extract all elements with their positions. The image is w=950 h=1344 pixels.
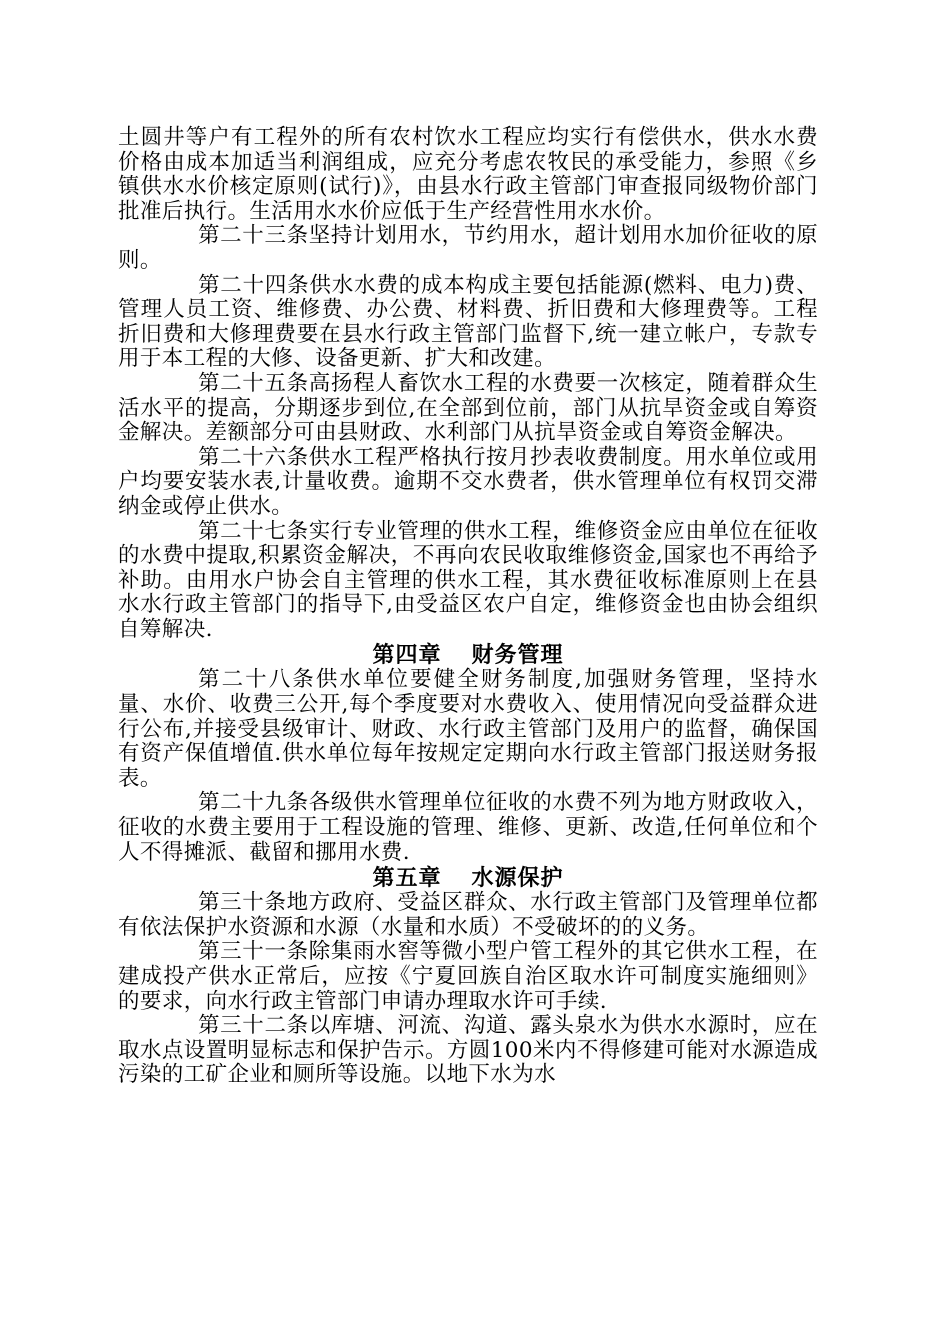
paragraph-continuation: 土圆井等户有工程外的所有农村饮水工程应均实行有偿供水，供水水费价格由成本加适当利润组成，应充分考虑农牧民的承受能力，参照《乡镇供水水价核定原则(试行)》，由县水行政主管部门审查报同级物价部门批准后执行。生活用水水价应低于生产经营性用水水价。 [118, 125, 818, 224]
chapter-4-heading [118, 642, 818, 668]
article-25: 第二十五条高扬程人畜饮水工程的水费要一次核定，随着群众生活水平的提高，分期逐步到位,在全部到位前，部门从抗旱资金或自筹资金解决。差额部分可由县财政、水利部门从抗旱资金或自筹资金解决。 [118, 370, 818, 446]
article-31: 第三十一条除集雨水窖等微小型户管工程外的其它供水工程，在建成投产供水正常后，应按《宁夏回族自治区取水许可制度实施细则》的要求，向水行政主管部门申请办理取水许可手续. [118, 939, 818, 1014]
article-28: 第二十八条供水单位要健全财务制度,加强财务管理，坚持水量、水价、收费三公开,每个季度要对水费收入、使用情况向受益群众进行公布,并接受县级审计、财政、水行政主管部门及用户的监督，确保国有资产保值增值.供水单位每年按规定定期向水行政主管部门报送财务报表。 [118, 667, 818, 791]
article-26: 第二十六条供水工程严格执行按月抄表收费制度。用水单位或用户均要安装水表,计量收费。逾期不交水费者，供水管理单位有权罚交滞纳金或停止供水。 [118, 444, 818, 519]
article-24: 第二十四条供水水费的成本构成主要包括能源(燃料、电力)费、管理人员工资、维修费、办公费、材料费、折旧费和大修理费等。工程折旧费和大修理费要在县水行政主管部门监督下,统一建立帐户，专款专用于本工程的大修、设备更新、扩大和改建。 [118, 272, 818, 372]
article-29: 第二十九条各级供水管理单位征收的水费不列为地方财政收入，征收的水费主要用于工程设施的管理、维修、更新、改造,任何单位和个人不得摊派、截留和挪用水费. [118, 790, 818, 865]
chapter-5-heading [118, 865, 818, 891]
article-27: 第二十七条实行专业管理的供水工程，维修资金应由单位在征收的水费中提取,积累资金解决，不再向农民收取维修资金,国家也不再给予补助。由用水户协会自主管理的供水工程，其水费征收标准原则上在县水水行政主管部门的指导下,由受益区农户自定，维修资金也由协会组织自筹解决. [118, 518, 818, 642]
document-page [118, 126, 818, 1088]
article-32: 第三十二条以库塘、河流、沟道、露头泉水为供水水源时，应在取水点设置明显标志和保护告示。方圆100米内不得修建可能对水源造成污染的工矿企业和厕所等设施。以地下水为水 [118, 1013, 818, 1088]
chapter-number: 第四章 [372, 642, 442, 669]
article-30: 第三十条地方政府、受益区群众、水行政主管部门及管理单位都有依法保护水资源和水源（水量和水质）不受破坏的的义务。 [118, 890, 818, 940]
chapter-title: 财务管理 [471, 642, 564, 669]
article-23: 第二十三条坚持计划用水，节约用水，超计划用水加价征收的原则。 [118, 223, 818, 273]
chapter-title: 水源保护 [471, 865, 564, 892]
chapter-number: 第五章 [372, 865, 442, 892]
